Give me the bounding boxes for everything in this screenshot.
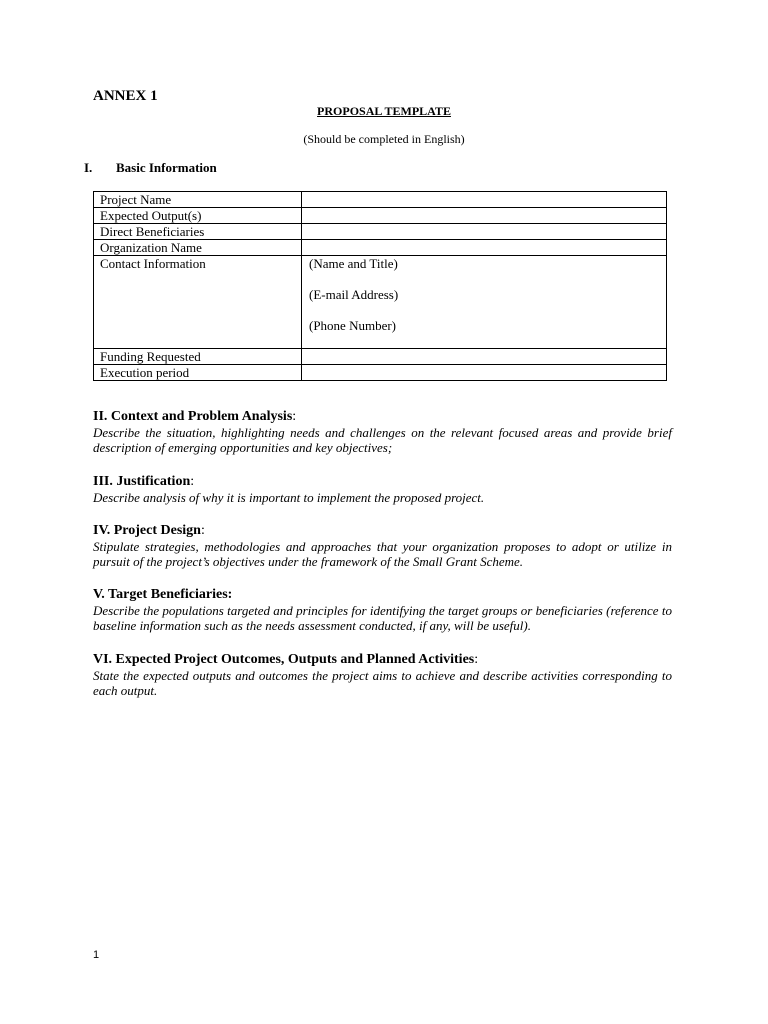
row-value[interactable] [302,224,667,240]
row-label: Execution period [94,365,302,381]
table-row [94,192,667,208]
section-number: I. [84,160,93,175]
page-number: 1 [93,949,100,961]
section-justification [93,473,672,505]
section-instruction: Describe analysis of why it is important to implement the proposed project. [93,490,485,505]
section-basic-information-heading [84,160,217,176]
table-row [94,365,667,381]
section-heading: VI. Expected Project Outcomes, Outputs and Planned Activities: [93,652,479,667]
row-value[interactable] [302,349,667,365]
section-heading: II. Context and Problem Analysis: [93,409,297,424]
document-title: PROPOSAL TEMPLATE [317,104,451,118]
row-value[interactable] [302,240,667,256]
contact-phone: (Phone Number) [309,318,397,333]
row-label: Direct Beneficiaries [94,224,302,240]
row-value[interactable] [302,208,667,224]
row-label: Project Name [94,192,302,208]
section-heading: IV. Project Design: [93,523,205,538]
section-heading: V. Target Beneficiaries: [93,587,233,602]
contact-email: (E-mail Address) [309,287,399,302]
section-instruction: State the expected outputs and outcomes the project aims to achieve and describe activities corresponding to each output. [93,668,672,698]
section-instruction: Describe the situation, highlighting needs and challenges on the relevant focused areas and provide brief description of emerging opportunities and key objectives; [93,425,672,455]
row-label: Expected Output(s) [94,208,302,224]
table-row [94,240,667,256]
table-row-contact [94,256,667,349]
annex-label: ANNEX 1 [93,88,158,104]
section-target-beneficiaries [93,586,672,633]
document-subtitle: (Should be completed in English) [303,132,465,146]
section-project-design [93,522,672,569]
table-row [94,349,667,365]
section-context-problem-analysis [93,408,672,455]
row-label: Funding Requested [94,349,302,365]
row-label: Organization Name [94,240,302,256]
section-expected-outcomes [93,651,672,698]
row-label: Contact Information [94,256,302,349]
section-instruction: Stipulate strategies, methodologies and approaches that your organization proposes to adopt or utilize in pursuit of the project’s objectives under the framework of the Small Grant Scheme. [93,539,672,569]
section-title: Basic Information [116,160,217,175]
row-value[interactable] [302,192,667,208]
table-row [94,208,667,224]
contact-name-title: (Name and Title) [309,256,398,271]
basic-information-table [93,191,667,381]
contact-value-cell[interactable] [302,256,667,349]
row-value[interactable] [302,365,667,381]
table-row [94,224,667,240]
section-heading: III. Justification: [93,474,195,489]
section-instruction: Describe the populations targeted and principles for identifying the target groups or beneficiaries (reference to baseline information such as the needs assessment conducted, if any, will be useful). [93,603,672,633]
